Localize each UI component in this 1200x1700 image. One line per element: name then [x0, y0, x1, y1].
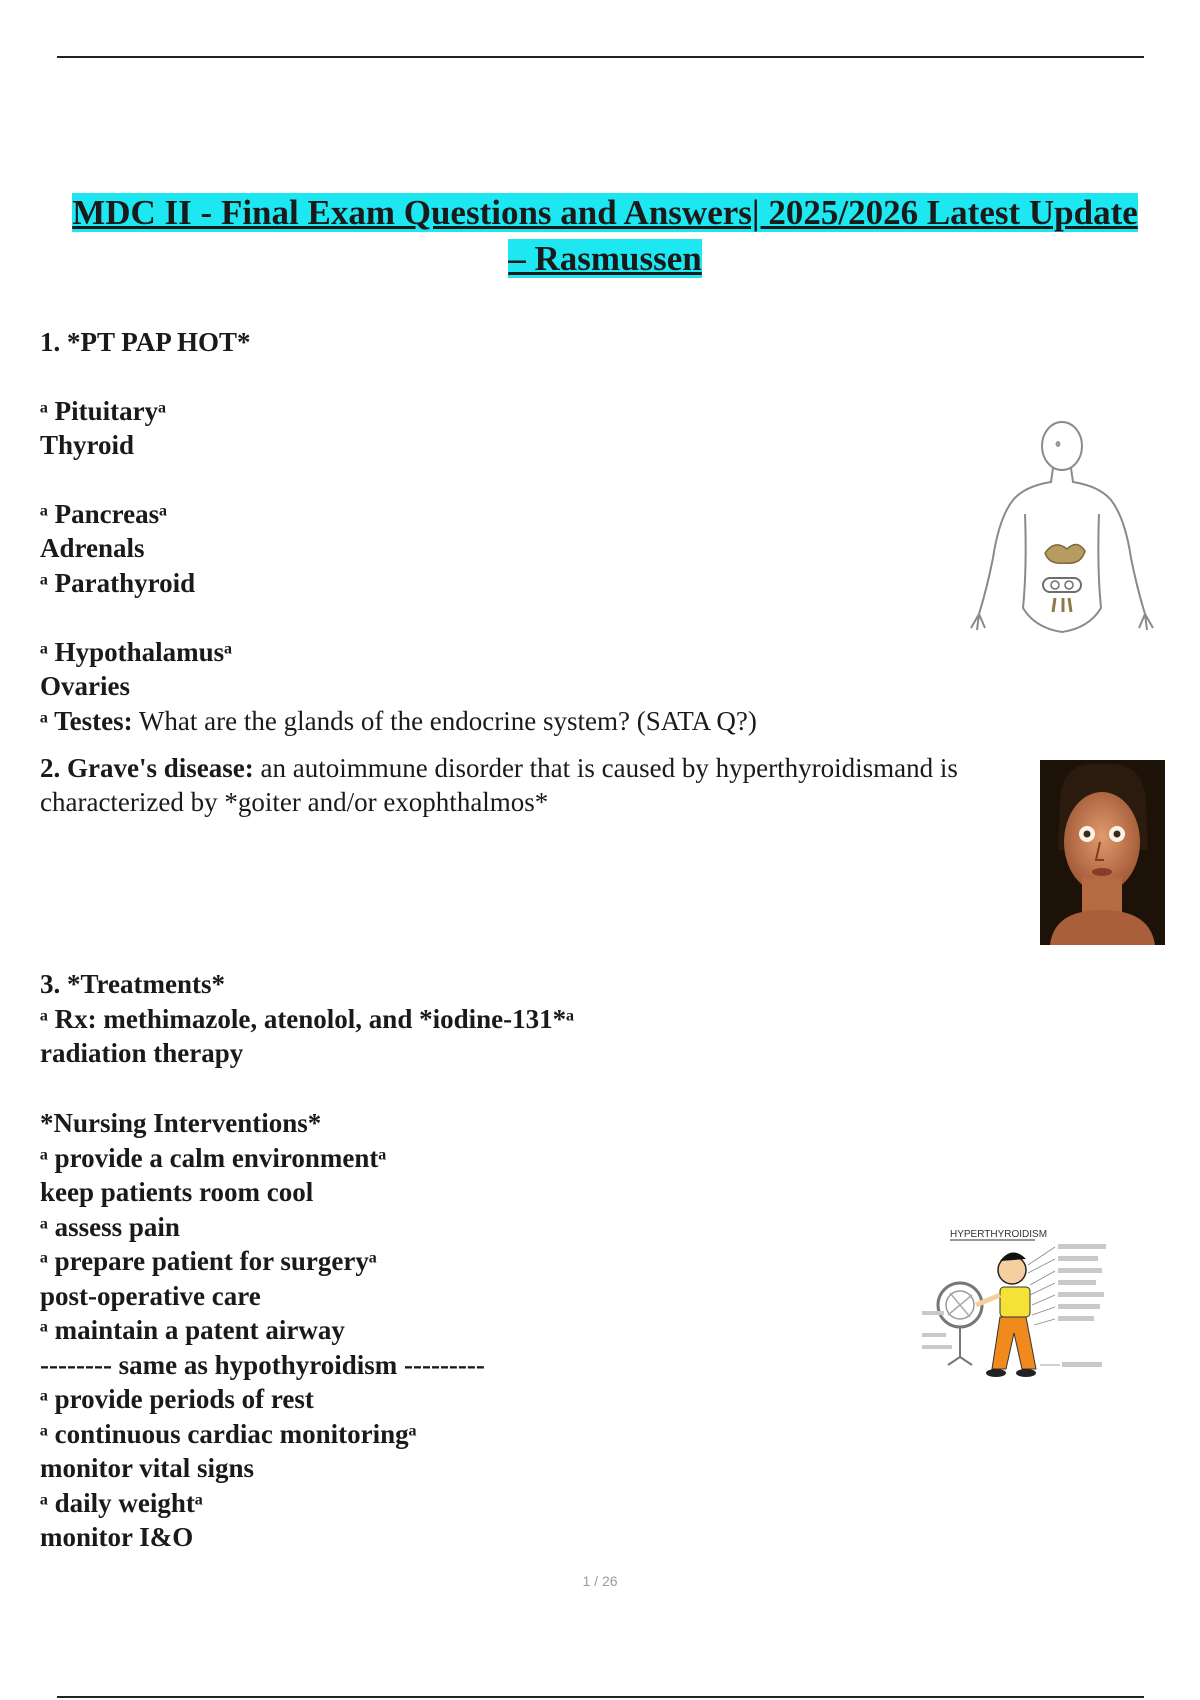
nursing-heading: *Nursing Interventions* — [40, 1108, 322, 1138]
page-indicator: 1 / 26 — [582, 1573, 618, 1589]
q1-item: Adrenals — [40, 533, 145, 563]
intervention: ᵃ daily weightᵃ — [40, 1488, 203, 1518]
endocrine-body-figure — [965, 418, 1160, 650]
patient-face-graphic — [1040, 760, 1165, 945]
q3-heading: 3. *Treatments* — [40, 969, 225, 999]
q1-item: ᵃ Hypothalamusᵃ — [40, 637, 233, 667]
intervention: ᵃ prepare patient for surgeryᵃ — [40, 1246, 377, 1276]
q2-line-2: characterized by *goiter and/or exophthalmos* — [40, 787, 549, 817]
intervention: -------- same as hypothyroidism --------- — [40, 1350, 485, 1380]
q2-line-1 — [40, 751, 958, 785]
bottom-rule — [57, 1696, 1144, 1698]
intervention: monitor vital signs — [40, 1453, 255, 1483]
q1-item: Ovaries — [40, 671, 130, 701]
graves-patient-photo — [1040, 760, 1165, 945]
q2-definition: an autoimmune disorder that is caused by hyperthyroidismand is — [253, 753, 958, 783]
intervention: ᵃ provide a calm environmentᵃ — [40, 1143, 387, 1173]
intervention: ᵃ continuous cardiac monitoringᵃ — [40, 1419, 417, 1449]
q3-treatment: radiation therapy — [40, 1038, 244, 1068]
q1-item: Thyroid — [40, 430, 135, 460]
intervention: ᵃ assess pain — [40, 1212, 180, 1242]
q1-item: ᵃ Parathyroid — [40, 568, 196, 598]
hyperthyroidism-label: HYPERTHYROIDISM — [950, 1229, 1048, 1240]
top-rule — [57, 56, 1144, 58]
q1-item: ᵃ Pancreasᵃ — [40, 499, 167, 529]
q1-item: ᵃ Pituitaryᵃ — [40, 396, 166, 426]
intervention: ᵃ maintain a patent airway — [40, 1315, 345, 1345]
q1-last-term: ᵃ Testes: — [40, 706, 133, 736]
intervention: post-operative care — [40, 1281, 261, 1311]
q3-treatment: ᵃ Rx: methimazole, atenolol, and *iodine-131*ᵃ — [40, 1004, 574, 1034]
q1-question: What are the glands of the endocrine system? (SATA Q?) — [132, 706, 757, 736]
intervention: monitor I&O — [40, 1522, 194, 1552]
q1-question-line — [40, 704, 757, 738]
intervention: keep patients room cool — [40, 1177, 314, 1207]
page-title: MDC II - Final Exam Questions and Answers| 2025/2026 Latest Update – Rasmussen — [72, 193, 1138, 278]
hyperthyroidism-cartoon — [920, 1225, 1120, 1395]
intervention: ᵃ provide periods of rest — [40, 1384, 314, 1414]
q1-heading: 1. *PT PAP HOT* — [40, 327, 251, 357]
q2-term: 2. Grave's disease: — [40, 753, 254, 783]
